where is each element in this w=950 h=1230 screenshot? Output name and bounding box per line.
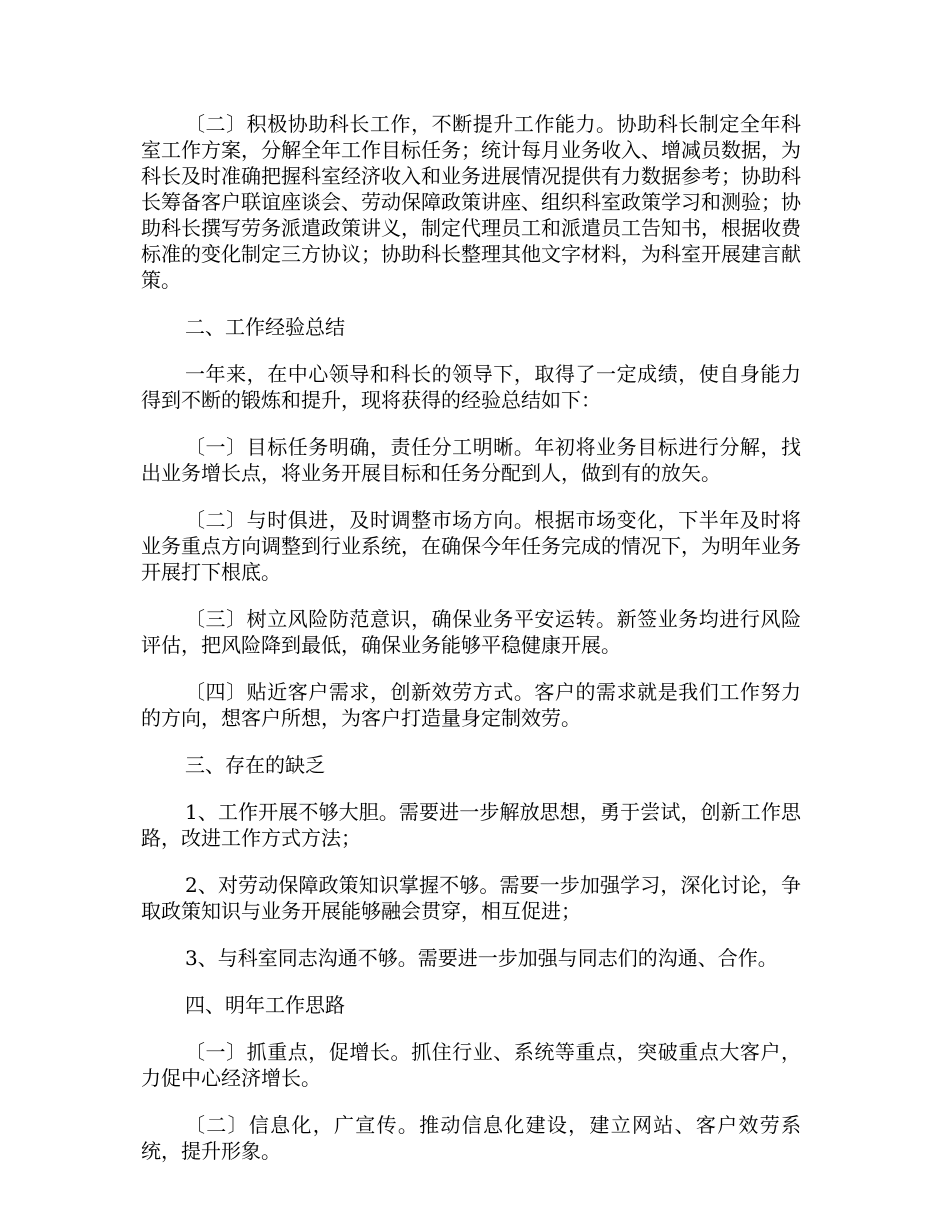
- paragraph-shortcoming-2: 2、对劳动保障政策知识掌握不够。需要一步加强学习，深化讨论，争取政策知识与业务开展能够融会贯穿，相互促进；: [141, 873, 801, 923]
- paragraph-plan-1: 〔一〕抓重点，促增长。抓住行业、系统等重点，突破重点大客户，力促中心经济增长。: [141, 1040, 801, 1090]
- paragraph-experience-intro: 一年来，在中心领导和科长的领导下，取得了一定成绩，使自身能力得到不断的锻炼和提升，现将获得的经验总结如下：: [141, 362, 801, 412]
- document-body: [141, 111, 801, 1185]
- paragraph-shortcoming-1: 1、工作开展不够大胆。需要进一步解放思想，勇于尝试，创新工作思路，改进工作方式方法；: [141, 800, 801, 850]
- paragraph-experience-1: 〔一〕目标任务明确，责任分工明晰。年初将业务目标进行分解，找出业务增长点，将业务开展目标和任务分配到人，做到有的放矢。: [141, 435, 801, 485]
- paragraph-experience-4: 〔四〕贴近客户需求，创新效劳方式。客户的需求就是我们工作努力的方向，想客户所想，为客户打造量身定制效劳。: [141, 680, 801, 730]
- heading-shortcomings: 三、存在的缺乏: [185, 753, 325, 777]
- heading-next-year-plan: 四、明年工作思路: [185, 993, 345, 1017]
- heading-work-experience: 二、工作经验总结: [185, 315, 345, 339]
- paragraph-shortcoming-3: 3、与科室同志沟通不够。需要进一步加强与同志们的沟通、合作。: [185, 946, 778, 970]
- paragraph-experience-2: 〔二〕与时俱进，及时调整市场方向。根据市场变化，下半年及时将业务重点方向调整到行业系统，在确保今年任务完成的情况下，为明年业务开展打下根底。: [141, 508, 801, 584]
- paragraph-experience-3: 〔三〕树立风险防范意识，确保业务平安运转。新签业务均进行风险评估，把风险降到最低，确保业务能够平稳健康开展。: [141, 607, 801, 657]
- paragraph-assist-section-chief: 〔二〕积极协助科长工作，不断提升工作能力。协助科长制定全年科室工作方案，分解全年工作目标任务；统计每月业务收入、增减员数据，为科长及时准确把握科室经济收入和业务进展情况提供有力数据参考；协助科长筹备客户联谊座谈会、劳动保障政策讲座、组织科室政策学习和测验；协助科长撰写劳务派遣政策讲义，制定代理员工和派遣员工告知书，根据收费标准的变化制定三方协议；协助科长整理其他文字材料，为科室开展建言献策。: [141, 112, 801, 292]
- paragraph-plan-2: 〔二〕信息化，广宣传。推动信息化建设，建立网站、客户效劳系统，提升形象。: [141, 1113, 801, 1163]
